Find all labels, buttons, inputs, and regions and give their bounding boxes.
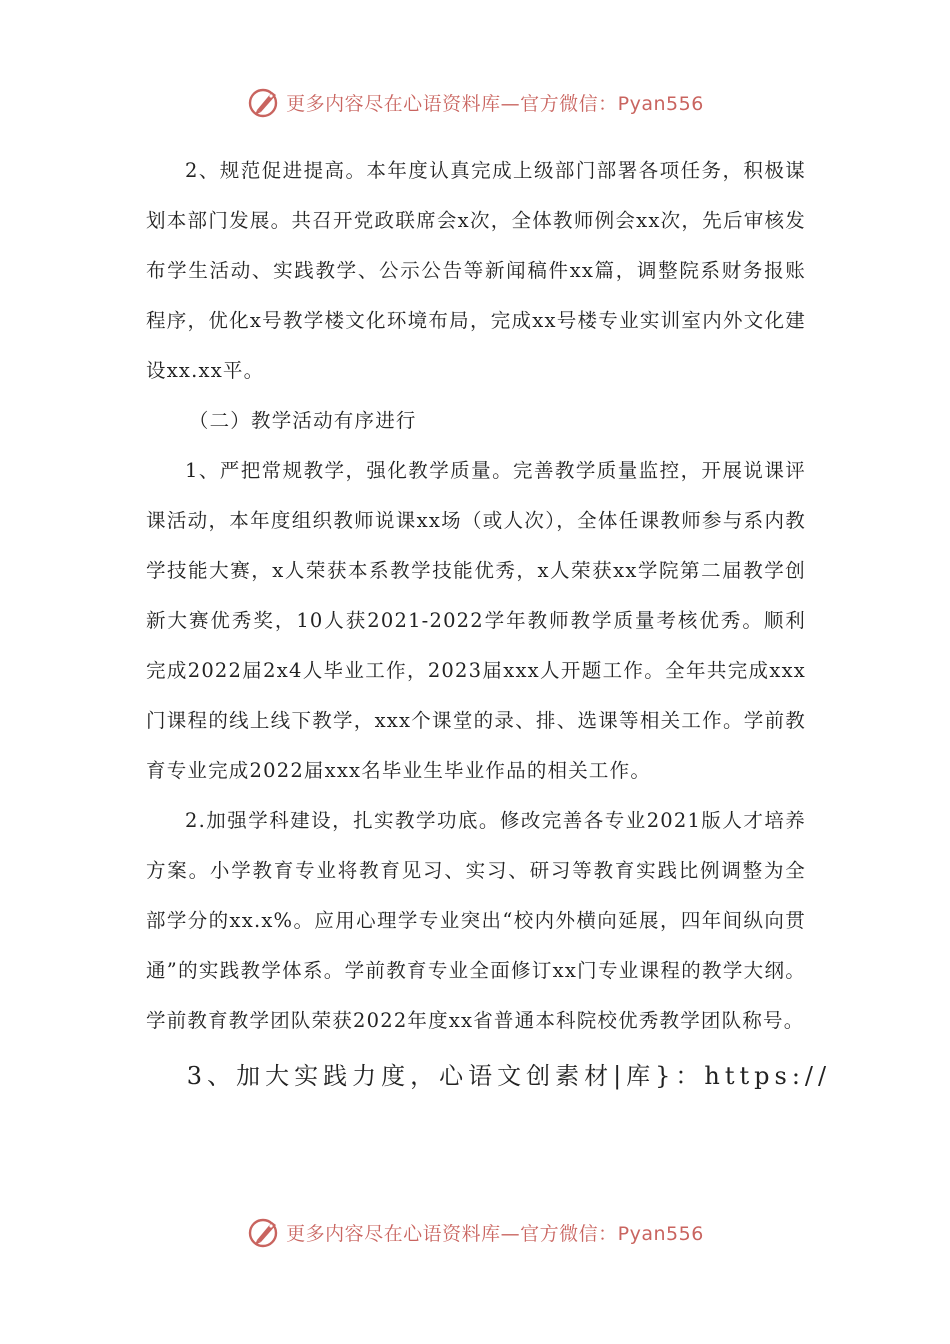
section-heading-teaching: （二）教学活动有序进行 (188, 409, 417, 432)
pen-nib-logo-icon (246, 84, 282, 120)
paragraph-routine-teaching: 1、严把常规教学，强化教学质量。完善教学质量监控，开展说课评课活动，本年度组织教师说课xx场（或人次），全体任课教师参与系内教学技能大赛，x人荣获本系教学技能优秀，x人荣获xx学院第二届教学创新大赛优秀奖，10人获2021-2022学年教师教学质量考核优秀。顺利完成2022届2x4人毕业工作，2023届xxx人开题工作。全年共完成xxx门课程的线上线下教学，xxx个课堂的录、排、选课等相关工作。学前教育专业完成2022届xxx名毕业生毕业作品的相关工作。 (146, 459, 806, 782)
paragraph-standardize: 2、规范促进提高。本年度认真完成上级部门部署各项任务，积极谋划本部门发展。共召开党政联席会x次，全体教师例会xx次，先后审核发布学生活动、实践教学、公示公告等新闻稿件xx篇，调整院系财务报账程序，优化x号教学楼文化环境布局，完成xx号楼专业实训室内外文化建设xx.xx平。 (146, 159, 806, 382)
paragraph-discipline-building: 2.加强学科建设，扎实教学功底。修改完善各专业2021版人才培养方案。小学教育专业将教育见习、实习、研习等教育实践比例调整为全部学分的xx.x%。应用心理学专业突出“校内外横向延展，四年间纵向贯通”的实践教学体系。学前教育专业全面修订xx门专业课程的教学大纲。学前教育教学团队荣获2022年度xx省普通本科院校优秀教学团队称号。 (146, 809, 806, 1032)
document-body (146, 146, 832, 1102)
header-banner (0, 82, 950, 122)
paragraph-practice: 3、加大实践力度，心语文创素材|库}：https:// (186, 1062, 832, 1090)
footer-banner (0, 1212, 950, 1252)
pen-nib-logo-icon (246, 1214, 282, 1250)
footer-banner-text: 更多内容尽在心语资料库—官方微信：Pyan556 (286, 1222, 704, 1245)
header-banner-text: 更多内容尽在心语资料库—官方微信：Pyan556 (286, 92, 704, 115)
